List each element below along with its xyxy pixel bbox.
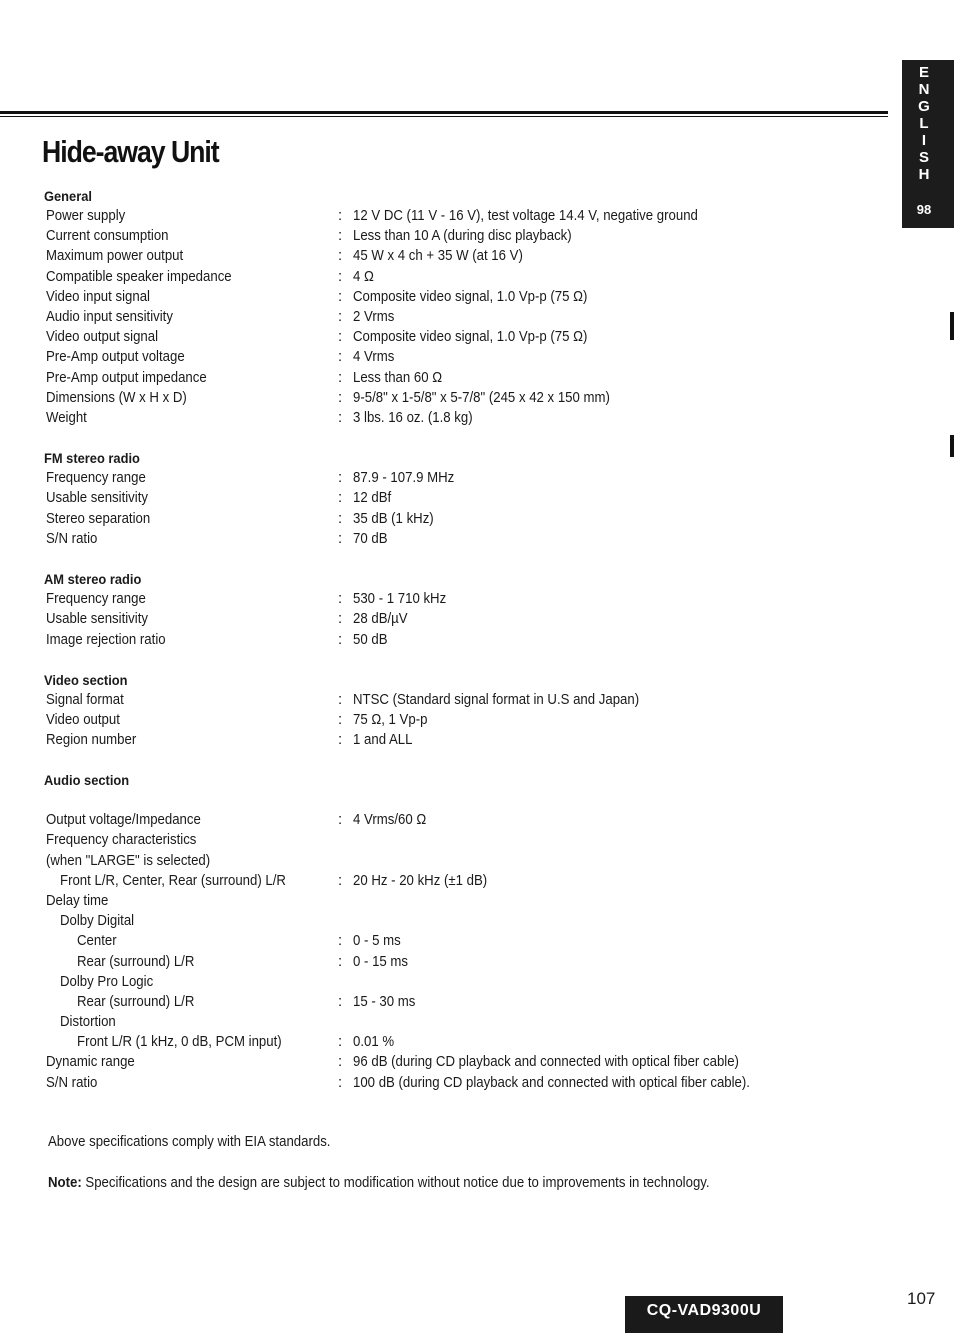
spec-value: 0 - 15 ms [353, 952, 409, 970]
spec-row [44, 468, 864, 488]
spec-label: Image rejection ratio [46, 630, 166, 648]
spec-value: 35 dB (1 kHz) [353, 509, 434, 527]
page-number: 107 [907, 1289, 936, 1308]
spec-value: 75 Ω, 1 Vp-p [353, 711, 428, 729]
spec-row [44, 992, 864, 1012]
spec-label: Frequency range [46, 590, 146, 608]
spec-separator: : [338, 247, 343, 265]
spec-label: Video output [46, 711, 120, 729]
spec-separator: : [338, 509, 343, 527]
spec-label: Frequency characteristics [46, 831, 197, 849]
spec-separator: : [338, 610, 343, 628]
spec-label: Compatible speaker impedance [46, 267, 232, 285]
spec-row [44, 810, 864, 830]
spec-separator: : [338, 408, 343, 426]
spec-separator: : [338, 267, 343, 285]
spec-separator: : [338, 590, 343, 608]
spec-row [44, 327, 864, 347]
spec-row [44, 609, 864, 629]
spec-label: Frequency range [46, 469, 146, 487]
spec-row [44, 408, 864, 428]
spec-label: Usable sensitivity [46, 489, 148, 507]
spec-value: 20 Hz - 20 kHz (±1 dB) [353, 871, 488, 889]
spec-value: 45 W x 4 ch + 35 W (at 16 V) [353, 247, 523, 265]
spec-row [44, 529, 864, 549]
spec-row [44, 891, 864, 911]
spec-separator: : [338, 348, 343, 366]
spec-label: Stereo separation [46, 509, 151, 527]
edge-mark [950, 312, 954, 340]
spec-value: 0.01 % [353, 1033, 395, 1051]
spec-separator: : [338, 952, 343, 970]
spec-separator: : [338, 992, 343, 1010]
spec-separator: : [338, 691, 343, 708]
spec-separator: : [338, 1053, 343, 1071]
spec-row [44, 952, 864, 972]
spec-row [44, 589, 864, 609]
language-tab-letters [902, 64, 946, 183]
spec-row [44, 1032, 864, 1052]
section-heading: FM stereo radio [44, 450, 140, 466]
language-tab-letter: N [918, 81, 930, 98]
note-text: Specifications and the design are subject to modification without notice due to improvements in technology. [85, 1174, 710, 1191]
spec-section-am-radio [44, 569, 864, 650]
edge-mark [950, 435, 954, 457]
spec-value: 100 dB (during CD playback and connected with optical fiber cable). [353, 1073, 750, 1091]
spec-row [44, 368, 864, 388]
spec-separator: : [338, 328, 343, 346]
spec-label: Audio input sensitivity [46, 307, 173, 325]
spec-label: Dimensions (W x H x D) [46, 388, 187, 406]
spec-label: Current consumption [46, 227, 169, 245]
section-heading: Audio section [44, 772, 130, 788]
spec-row [44, 388, 864, 408]
spec-separator: : [338, 1033, 343, 1051]
spec-value: 70 dB [353, 529, 388, 547]
spec-row [44, 1073, 864, 1093]
spec-label: Rear (surround) L/R [77, 952, 195, 970]
page-title: Hide-away Unit [42, 134, 219, 169]
spec-row [44, 830, 864, 850]
compliance-statement: Above specifications comply with EIA standards. [48, 1133, 331, 1150]
spec-separator: : [338, 529, 343, 547]
spec-value: 0 - 5 ms [353, 932, 401, 950]
spec-value: NTSC (Standard signal format in U.S and Japan) [353, 691, 640, 708]
section-heading: AM stereo radio [44, 571, 142, 587]
section-heading: General [44, 188, 92, 204]
top-rule [0, 111, 888, 114]
spec-row [44, 911, 864, 931]
spec-value: Composite video signal, 1.0 Vp-p (75 Ω) [353, 328, 588, 346]
spec-separator: : [338, 388, 343, 406]
language-tab-letter: S [918, 149, 929, 166]
spec-row [44, 851, 864, 871]
spec-label: (when "LARGE" is selected) [46, 851, 211, 869]
spec-row [44, 287, 864, 307]
spec-separator: : [338, 731, 343, 749]
spec-label: Output voltage/Impedance [46, 811, 201, 829]
spec-label: S/N ratio [46, 1073, 98, 1091]
spec-row [44, 710, 864, 730]
spec-value: Less than 60 Ω [353, 368, 443, 386]
spec-row [44, 1012, 864, 1032]
section-heading: Video section [44, 672, 128, 688]
spec-separator: : [338, 307, 343, 325]
spec-row [44, 871, 864, 891]
note [48, 1174, 710, 1191]
top-rule-thin [0, 116, 888, 117]
spec-label: Distortion [60, 1013, 116, 1031]
spec-value: 4 Ω [353, 267, 374, 285]
spec-label: Dynamic range [46, 1053, 135, 1071]
spec-value: Less than 10 A (during disc playback) [353, 227, 572, 245]
spec-label: Power supply [46, 207, 126, 224]
spec-label: Rear (surround) L/R [77, 992, 195, 1010]
spec-label: Weight [46, 408, 87, 426]
spec-row [44, 569, 864, 589]
spec-value: 9-5/8" x 1-5/8" x 5-7/8" (245 x 42 x 150 mm) [353, 388, 610, 406]
spec-separator: : [338, 871, 343, 889]
spec-label: Front L/R (1 kHz, 0 dB, PCM input) [77, 1033, 282, 1051]
spec-value: 4 Vrms [353, 348, 395, 366]
language-tab-letter: L [919, 115, 929, 132]
spec-label: Maximum power output [46, 247, 184, 265]
spec-value: 87.9 - 107.9 MHz [353, 469, 455, 487]
spec-row [44, 246, 864, 266]
spec-value: 96 dB (during CD playback and connected with optical fiber cable) [353, 1053, 739, 1071]
spec-separator: : [338, 711, 343, 729]
spec-value: 15 - 30 ms [353, 992, 416, 1010]
spec-row [44, 630, 864, 650]
spec-value: 3 lbs. 16 oz. (1.8 kg) [353, 408, 473, 426]
spec-row [44, 448, 864, 468]
spec-section-fm-radio [44, 448, 864, 549]
spec-separator: : [338, 1073, 343, 1091]
spec-value: 4 Vrms/60 Ω [353, 811, 427, 829]
spec-label: Signal format [46, 691, 124, 708]
spec-label: Front L/R, Center, Rear (surround) L/R [60, 871, 286, 889]
spec-row [44, 267, 864, 287]
spec-separator: : [338, 368, 343, 386]
spec-label: Center [77, 932, 117, 950]
language-tab-letter: H [918, 166, 930, 183]
spec-label: Delay time [46, 891, 109, 909]
spec-value: Composite video signal, 1.0 Vp-p (75 Ω) [353, 287, 588, 305]
language-tab-letter: I [921, 132, 927, 149]
spec-label: S/N ratio [46, 529, 98, 547]
spec-section-general [44, 186, 864, 428]
spec-separator: : [338, 287, 343, 305]
spec-row [44, 206, 864, 226]
spec-label: Usable sensitivity [46, 610, 148, 628]
spec-label: Dolby Digital [60, 912, 135, 930]
spec-row [44, 730, 864, 750]
language-tab-page: 98 [916, 202, 932, 217]
spec-row [44, 1052, 864, 1072]
spec-section-audio [44, 770, 864, 1093]
spec-row [44, 972, 864, 992]
spec-separator: : [338, 227, 343, 245]
language-tab-letter: G [918, 98, 930, 115]
spec-label: Video output signal [46, 328, 159, 346]
spec-separator: : [338, 932, 343, 950]
spec-label: Pre-Amp output voltage [46, 348, 185, 366]
spec-value: 1 and ALL [353, 731, 413, 749]
spec-separator: : [338, 489, 343, 507]
spec-row [44, 690, 864, 710]
spec-separator: : [338, 469, 343, 487]
spec-separator: : [338, 811, 343, 829]
language-tab [902, 60, 954, 228]
spec-value: 12 V DC (11 V - 16 V), test voltage 14.4 V, negative ground [353, 207, 698, 224]
spec-label: Region number [46, 731, 137, 749]
spec-row [44, 790, 864, 810]
spec-row [44, 488, 864, 508]
spec-section-video [44, 670, 864, 751]
spec-row [44, 226, 864, 246]
spec-value: 2 Vrms [353, 307, 395, 325]
spec-value: 530 - 1 710 kHz [353, 590, 447, 608]
spec-row [44, 931, 864, 951]
spec-value: 12 dBf [353, 489, 392, 507]
language-tab-letter: E [918, 64, 929, 81]
note-label: Note: [48, 1174, 82, 1191]
model-badge: CQ-VAD9300U [625, 1296, 783, 1333]
spec-label: Pre-Amp output impedance [46, 368, 207, 386]
spec-value: 28 dB/µV [353, 610, 408, 628]
spec-row [44, 347, 864, 367]
spec-row [44, 307, 864, 327]
spec-separator: : [338, 207, 343, 224]
spec-separator: : [338, 630, 343, 648]
spec-value: 50 dB [353, 630, 388, 648]
spec-label: Dolby Pro Logic [60, 972, 154, 990]
spec-label: Video input signal [46, 287, 150, 305]
spec-row [44, 509, 864, 529]
